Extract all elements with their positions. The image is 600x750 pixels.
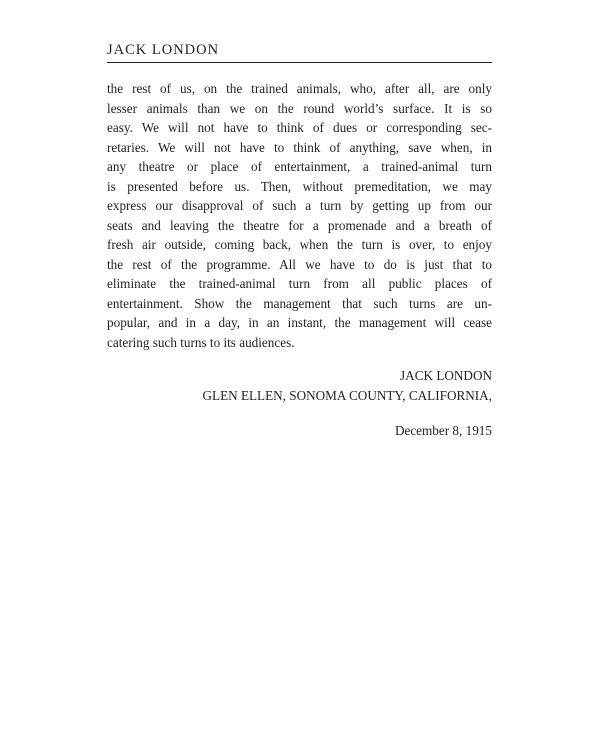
body-line: popular, and in a day, in an instant, the management will cease	[107, 315, 492, 330]
signature-name: JACK LONDON	[400, 368, 492, 383]
body-line: is presented before us. Then, without premeditation, we may	[107, 178, 492, 194]
body-line: lesser animals than we on the round world’s surface. It is so	[107, 100, 492, 116]
signature-place: GLEN ELLEN, SONOMA COUNTY, CALIFORNIA,	[202, 388, 492, 403]
body-line: catering such turns to its audiences.	[107, 334, 295, 350]
body-line: entertainment. Show the management that such turns are un-	[107, 295, 492, 311]
body-paragraph	[107, 79, 492, 352]
signature-date: December 8, 1915	[394, 423, 492, 438]
body-line: eliminate the trained-animal turn from all public places of	[107, 276, 492, 291]
body-line: express our disapproval of such a turn by getting up from our	[107, 198, 492, 213]
body-line: fresh air outside, coming back, when the turn is over, to enjoy	[107, 237, 492, 252]
body-line: easy. We will not have to think of dues or corresponding sec-	[107, 120, 492, 135]
body-line: any theatre or place of entertainment, a trained-animal turn	[107, 159, 492, 174]
body-line: retaries. We will not have to think of anything, save when, in	[107, 139, 492, 155]
body-line: seats and leaving the theatre for a promenade and a breath of	[107, 217, 492, 233]
body-line: the rest of us, on the trained animals, who, after all, are only	[107, 81, 492, 96]
body-line: the rest of the programme. All we have to do is just that to	[107, 256, 492, 272]
running-header	[107, 42, 492, 63]
running-title: JACK LONDON	[107, 42, 220, 58]
